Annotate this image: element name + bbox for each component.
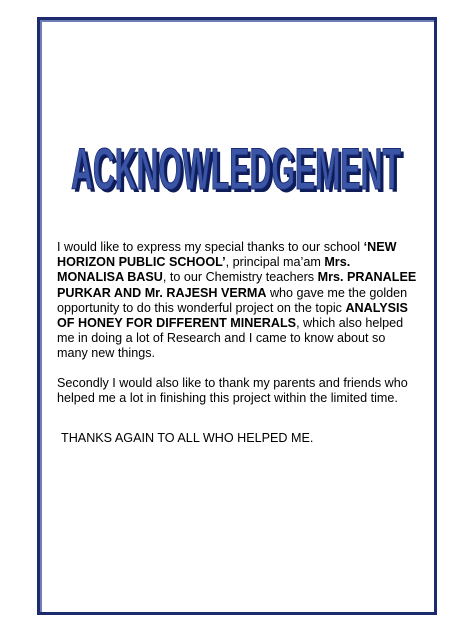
school-name: ‘NEW HORIZON PUBLIC SCHOOL’: [57, 240, 397, 270]
text-span: , principal ma’am: [225, 255, 325, 270]
principal-name: Mrs. MONALISA BASU: [57, 255, 351, 285]
text-span: , to our Chemistry teachers: [162, 270, 318, 285]
paragraph-thanks-school: [57, 240, 417, 362]
title-text: ACKNOWLEDGEMENT: [71, 137, 401, 200]
project-topic: ANALYSIS OF HONEY FOR DIFFERENT MINERALS: [57, 300, 408, 331]
title-shadow: ACKNOWLEDGEMENT: [74, 140, 404, 200]
acknowledgement-body: [57, 240, 417, 420]
text-span: , which also helped me in doing a lot of Research and I came to know about so many new things.: [57, 316, 404, 361]
teacher-names: Mrs. PRANALEE PURKAR AND Mr. RAJESH VERMA: [57, 270, 417, 300]
text-span: I would like to express my special thanks to our school: [57, 240, 364, 254]
acknowledgement-heading: [62, 130, 412, 200]
closing-line: THANKS AGAIN TO ALL WHO HELPED ME.: [61, 431, 314, 445]
text-span: who gave me the golden opportunity to do this wonderful project on the topic: [57, 285, 408, 315]
paragraph-thanks-family: Secondly I would also like to thank my parents and friends who helped me a lot in finishing this project within the limited time.: [57, 375, 408, 405]
